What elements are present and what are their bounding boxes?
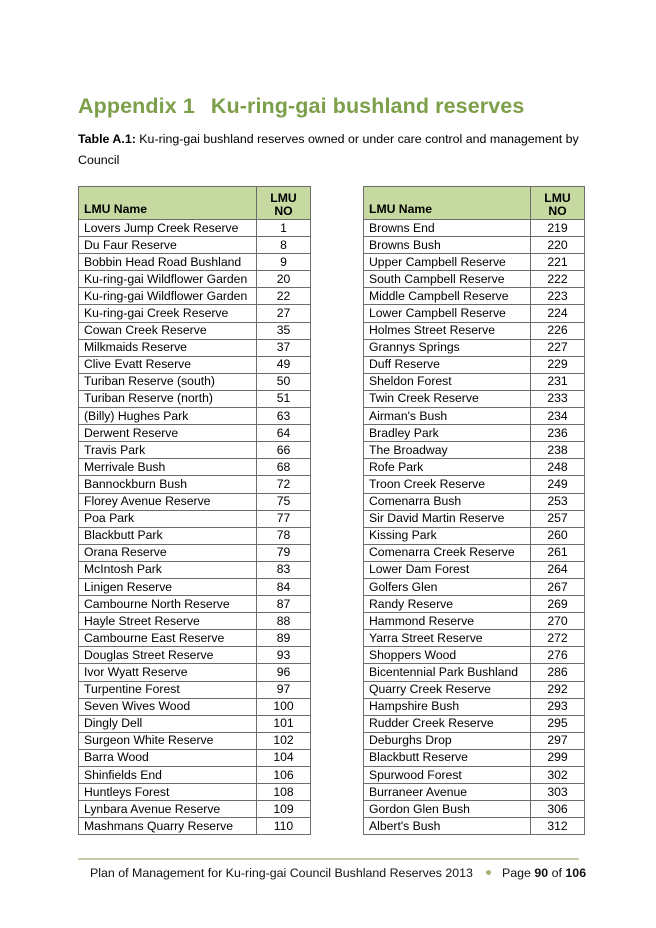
lmu-number-cell: 297 <box>531 732 585 749</box>
lmu-name-cell: Milkmaids Reserve <box>79 339 257 356</box>
lmu-name-cell: Merrivale Bush <box>79 459 257 476</box>
lmu-number-cell: 238 <box>531 442 585 459</box>
table-row <box>364 801 585 818</box>
lmu-name-cell: Spurwood Forest <box>364 767 531 784</box>
lmu-name-cell: Turiban Reserve (north) <box>79 390 257 407</box>
lmu-name-cell: (Billy) Hughes Park <box>79 408 257 425</box>
footer-page-total: 106 <box>565 866 587 880</box>
lmu-name-cell: Grannys Springs <box>364 339 531 356</box>
lmu-name-cell: Comenarra Bush <box>364 493 531 510</box>
table-row <box>364 784 585 801</box>
lmu-number-cell: 75 <box>257 493 311 510</box>
lmu-name-cell: Deburghs Drop <box>364 732 531 749</box>
lmu-number-cell: 88 <box>257 613 311 630</box>
table-row <box>79 801 311 818</box>
lmu-number-cell: 51 <box>257 390 311 407</box>
lmu-number-cell: 106 <box>257 767 311 784</box>
table-row <box>79 339 311 356</box>
table-row <box>364 408 585 425</box>
lmu-name-cell: Blackbutt Reserve <box>364 749 531 766</box>
table-row <box>364 390 585 407</box>
lmu-name-cell: Hayle Street Reserve <box>79 613 257 630</box>
lmu-name-cell: Twin Creek Reserve <box>364 390 531 407</box>
lmu-name-cell: Sir David Martin Reserve <box>364 510 531 527</box>
lmu-name-cell: McIntosh Park <box>79 561 257 578</box>
table-row <box>79 390 311 407</box>
lmu-name-cell: Yarra Street Reserve <box>364 630 531 647</box>
lmu-name-cell: Barra Wood <box>79 749 257 766</box>
lmu-number-cell: 299 <box>531 749 585 766</box>
lmu-number-cell: 27 <box>257 305 311 322</box>
lmu-name-cell: Sheldon Forest <box>364 373 531 390</box>
lmu-number-cell: 220 <box>531 237 585 254</box>
lmu-number-cell: 264 <box>531 561 585 578</box>
table-row <box>364 254 585 271</box>
table-row <box>364 732 585 749</box>
lmu-name-cell: Poa Park <box>79 510 257 527</box>
lmu-name-cell: Cowan Creek Reserve <box>79 322 257 339</box>
lmu-name-cell: Huntleys Forest <box>79 784 257 801</box>
column-header-name: LMU Name <box>364 187 531 220</box>
table-row <box>79 442 311 459</box>
table-row <box>364 356 585 373</box>
lmu-number-cell: 83 <box>257 561 311 578</box>
table-row <box>364 818 585 835</box>
table-row <box>364 647 585 664</box>
lmu-number-cell: 50 <box>257 373 311 390</box>
table-row <box>364 220 585 237</box>
lmu-name-cell: Bradley Park <box>364 425 531 442</box>
table-row <box>364 322 585 339</box>
lmu-number-cell: 292 <box>531 681 585 698</box>
footer-page-word: Page <box>501 866 531 880</box>
lmu-name-cell: Cambourne East Reserve <box>79 630 257 647</box>
lmu-name-cell: Randy Reserve <box>364 596 531 613</box>
lmu-number-cell: 1 <box>257 220 311 237</box>
table-row <box>79 271 311 288</box>
lmu-number-cell: 219 <box>531 220 585 237</box>
table-row <box>79 425 311 442</box>
lmu-number-cell: 93 <box>257 647 311 664</box>
lmu-name-cell: Burraneer Avenue <box>364 784 531 801</box>
table-row <box>79 237 311 254</box>
lmu-number-cell: 276 <box>531 647 585 664</box>
lmu-number-cell: 226 <box>531 322 585 339</box>
lmu-name-cell: Middle Campbell Reserve <box>364 288 531 305</box>
lmu-number-cell: 66 <box>257 442 311 459</box>
table-row <box>364 698 585 715</box>
lmu-name-cell: Mashmans Quarry Reserve <box>79 818 257 835</box>
lmu-number-cell: 87 <box>257 596 311 613</box>
table-header-row <box>79 187 311 220</box>
table-row <box>364 681 585 698</box>
table-row <box>79 715 311 732</box>
lmu-name-cell: Ivor Wyatt Reserve <box>79 664 257 681</box>
lmu-number-cell: 229 <box>531 356 585 373</box>
lmu-number-cell: 286 <box>531 664 585 681</box>
lmu-name-cell: Florey Avenue Reserve <box>79 493 257 510</box>
table-row <box>79 732 311 749</box>
lmu-name-cell: Turiban Reserve (south) <box>79 373 257 390</box>
footer-of-word: of <box>551 866 562 880</box>
lmu-name-cell: Duff Reserve <box>364 356 531 373</box>
lmu-number-cell: 89 <box>257 630 311 647</box>
column-header-no-line2: NO <box>274 204 293 218</box>
lmu-name-cell: Ku-ring-gai Wildflower Garden <box>79 271 257 288</box>
lmu-number-cell: 101 <box>257 715 311 732</box>
lmu-name-cell: Orana Reserve <box>79 544 257 561</box>
lmu-number-cell: 64 <box>257 425 311 442</box>
lmu-number-cell: 222 <box>531 271 585 288</box>
lmu-name-cell: Du Faur Reserve <box>79 237 257 254</box>
lmu-name-cell: Lovers Jump Creek Reserve <box>79 220 257 237</box>
table-row <box>79 681 311 698</box>
lmu-number-cell: 306 <box>531 801 585 818</box>
table-row <box>79 356 311 373</box>
lmu-name-cell: Clive Evatt Reserve <box>79 356 257 373</box>
lmu-number-cell: 72 <box>257 476 311 493</box>
table-row <box>79 408 311 425</box>
column-header-no <box>531 187 585 220</box>
lmu-number-cell: 272 <box>531 630 585 647</box>
lmu-name-cell: Shoppers Wood <box>364 647 531 664</box>
lmu-number-cell: 20 <box>257 271 311 288</box>
lmu-name-cell: Upper Campbell Reserve <box>364 254 531 271</box>
lmu-name-cell: Travis Park <box>79 442 257 459</box>
lmu-number-cell: 221 <box>531 254 585 271</box>
lmu-name-cell: Gordon Glen Bush <box>364 801 531 818</box>
table-row <box>79 544 311 561</box>
lmu-number-cell: 108 <box>257 784 311 801</box>
table-row <box>364 339 585 356</box>
lmu-name-cell: Kissing Park <box>364 527 531 544</box>
lmu-number-cell: 234 <box>531 408 585 425</box>
lmu-name-cell: Lower Dam Forest <box>364 561 531 578</box>
lmu-name-cell: Seven Wives Wood <box>79 698 257 715</box>
lmu-number-cell: 100 <box>257 698 311 715</box>
page-footer <box>90 866 586 880</box>
table-row <box>364 373 585 390</box>
lmu-name-cell: Browns End <box>364 220 531 237</box>
lmu-number-cell: 227 <box>531 339 585 356</box>
lmu-name-cell: Albert's Bush <box>364 818 531 835</box>
reserves-table-left <box>78 186 311 835</box>
lmu-number-cell: 35 <box>257 322 311 339</box>
table-body-right <box>364 220 585 835</box>
lmu-number-cell: 68 <box>257 459 311 476</box>
lmu-number-cell: 49 <box>257 356 311 373</box>
table-row <box>364 237 585 254</box>
lmu-number-cell: 37 <box>257 339 311 356</box>
table-row <box>364 664 585 681</box>
caption-label: Table A.1: <box>78 132 136 146</box>
lmu-number-cell: 97 <box>257 681 311 698</box>
column-header-no-line2: NO <box>548 204 567 218</box>
lmu-name-cell: Troon Creek Reserve <box>364 476 531 493</box>
table-row <box>79 510 311 527</box>
table-row <box>79 578 311 595</box>
column-header-no-line1: LMU <box>270 191 297 205</box>
lmu-number-cell: 303 <box>531 784 585 801</box>
table-row <box>79 459 311 476</box>
table-row <box>79 749 311 766</box>
lmu-number-cell: 248 <box>531 459 585 476</box>
appendix-label: Appendix 1 <box>78 94 195 118</box>
table-row <box>364 425 585 442</box>
table-row <box>364 493 585 510</box>
column-header-name: LMU Name <box>79 187 257 220</box>
table-row <box>364 596 585 613</box>
table-row <box>79 767 311 784</box>
column-header-no <box>257 187 311 220</box>
table-row <box>79 596 311 613</box>
table-row <box>79 373 311 390</box>
table-row <box>79 647 311 664</box>
lmu-number-cell: 257 <box>531 510 585 527</box>
table-caption <box>78 129 588 171</box>
table-header-row <box>364 187 585 220</box>
appendix-title: Ku-ring-gai bushland reserves <box>210 94 525 118</box>
reserves-table-right <box>363 186 585 835</box>
table-row <box>79 476 311 493</box>
lmu-name-cell: Ku-ring-gai Wildflower Garden <box>79 288 257 305</box>
lmu-number-cell: 236 <box>531 425 585 442</box>
table-row <box>79 305 311 322</box>
table-row <box>79 288 311 305</box>
lmu-number-cell: 267 <box>531 578 585 595</box>
table-row <box>364 527 585 544</box>
caption-text: Ku-ring-gai bushland reserves owned or under care control and management by Council <box>78 132 579 167</box>
column-header-no-line1: LMU <box>544 191 571 205</box>
lmu-name-cell: Hammond Reserve <box>364 613 531 630</box>
table-row <box>79 322 311 339</box>
table-row <box>364 715 585 732</box>
lmu-number-cell: 253 <box>531 493 585 510</box>
table-row <box>79 220 311 237</box>
lmu-name-cell: South Campbell Reserve <box>364 271 531 288</box>
table-row <box>79 561 311 578</box>
lmu-name-cell: The Broadway <box>364 442 531 459</box>
lmu-name-cell: Rudder Creek Reserve <box>364 715 531 732</box>
lmu-number-cell: 109 <box>257 801 311 818</box>
footer-divider <box>78 858 579 860</box>
table-row <box>364 459 585 476</box>
table-body-left <box>79 220 311 835</box>
table-row <box>79 664 311 681</box>
footer-page-number: 90 <box>534 866 549 880</box>
table-row <box>364 561 585 578</box>
lmu-number-cell: 249 <box>531 476 585 493</box>
lmu-name-cell: Golfers Glen <box>364 578 531 595</box>
lmu-name-cell: Linigen Reserve <box>79 578 257 595</box>
table-row <box>79 254 311 271</box>
lmu-name-cell: Browns Bush <box>364 237 531 254</box>
lmu-number-cell: 260 <box>531 527 585 544</box>
lmu-number-cell: 224 <box>531 305 585 322</box>
table-row <box>364 305 585 322</box>
lmu-name-cell: Airman's Bush <box>364 408 531 425</box>
table-row <box>364 476 585 493</box>
lmu-name-cell: Bannockburn Bush <box>79 476 257 493</box>
lmu-number-cell: 22 <box>257 288 311 305</box>
lmu-name-cell: Turpentine Forest <box>79 681 257 698</box>
lmu-number-cell: 77 <box>257 510 311 527</box>
lmu-name-cell: Hampshire Bush <box>364 698 531 715</box>
table-row <box>79 493 311 510</box>
lmu-number-cell: 270 <box>531 613 585 630</box>
table-row <box>364 613 585 630</box>
lmu-number-cell: 312 <box>531 818 585 835</box>
lmu-number-cell: 102 <box>257 732 311 749</box>
lmu-number-cell: 269 <box>531 596 585 613</box>
lmu-name-cell: Comenarra Creek Reserve <box>364 544 531 561</box>
lmu-number-cell: 78 <box>257 527 311 544</box>
lmu-name-cell: Bobbin Head Road Bushland <box>79 254 257 271</box>
table-row <box>79 527 311 544</box>
table-row <box>79 698 311 715</box>
lmu-name-cell: Lower Campbell Reserve <box>364 305 531 322</box>
lmu-name-cell: Lynbara Avenue Reserve <box>79 801 257 818</box>
lmu-number-cell: 79 <box>257 544 311 561</box>
table-row <box>364 767 585 784</box>
lmu-number-cell: 261 <box>531 544 585 561</box>
lmu-name-cell: Blackbutt Park <box>79 527 257 544</box>
lmu-name-cell: Douglas Street Reserve <box>79 647 257 664</box>
lmu-number-cell: 302 <box>531 767 585 784</box>
lmu-number-cell: 96 <box>257 664 311 681</box>
lmu-name-cell: Derwent Reserve <box>79 425 257 442</box>
lmu-number-cell: 9 <box>257 254 311 271</box>
table-row <box>364 578 585 595</box>
table-row <box>364 544 585 561</box>
lmu-name-cell: Ku-ring-gai Creek Reserve <box>79 305 257 322</box>
table-row <box>364 288 585 305</box>
bullet-separator-icon <box>486 870 491 875</box>
table-row <box>79 630 311 647</box>
lmu-name-cell: Bicentennial Park Bushland <box>364 664 531 681</box>
table-row <box>364 630 585 647</box>
page-title <box>78 94 524 119</box>
lmu-name-cell: Holmes Street Reserve <box>364 322 531 339</box>
lmu-number-cell: 8 <box>257 237 311 254</box>
table-row <box>364 271 585 288</box>
lmu-name-cell: Surgeon White Reserve <box>79 732 257 749</box>
table-row <box>364 510 585 527</box>
lmu-number-cell: 223 <box>531 288 585 305</box>
lmu-number-cell: 104 <box>257 749 311 766</box>
lmu-number-cell: 295 <box>531 715 585 732</box>
lmu-name-cell: Rofe Park <box>364 459 531 476</box>
lmu-number-cell: 63 <box>257 408 311 425</box>
table-row <box>79 784 311 801</box>
lmu-name-cell: Quarry Creek Reserve <box>364 681 531 698</box>
lmu-name-cell: Cambourne North Reserve <box>79 596 257 613</box>
table-row <box>79 613 311 630</box>
table-row <box>364 442 585 459</box>
lmu-number-cell: 84 <box>257 578 311 595</box>
footer-document-title: Plan of Management for Ku-ring-gai Council Bushland Reserves 2013 <box>90 866 473 880</box>
lmu-name-cell: Dingly Dell <box>79 715 257 732</box>
lmu-number-cell: 293 <box>531 698 585 715</box>
table-row <box>364 749 585 766</box>
lmu-name-cell: Shinfields End <box>79 767 257 784</box>
table-row <box>79 818 311 835</box>
lmu-number-cell: 110 <box>257 818 311 835</box>
lmu-number-cell: 231 <box>531 373 585 390</box>
lmu-number-cell: 233 <box>531 390 585 407</box>
